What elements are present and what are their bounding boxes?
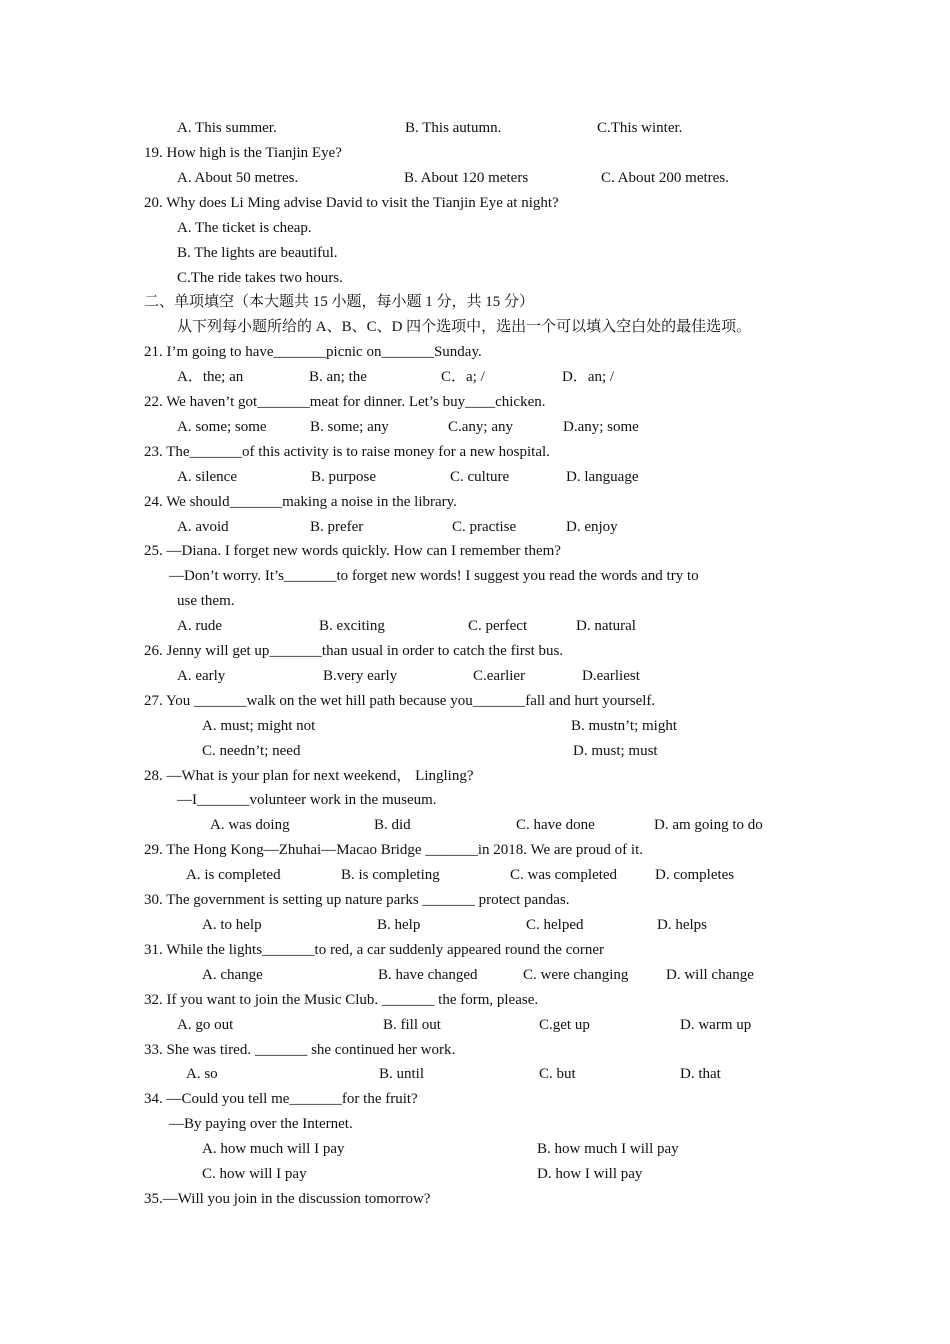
option: B. did xyxy=(374,817,411,833)
option: C. needn’t; need xyxy=(202,743,301,759)
option: A. so xyxy=(186,1066,218,1082)
option: D.any; some xyxy=(563,419,639,435)
option: D. will change xyxy=(666,967,754,983)
question-22: 22. We haven’t got_______meat for dinner. Let’s buy____chicken. xyxy=(144,394,546,410)
option: B. About 120 meters xyxy=(404,170,529,186)
option: B.very early xyxy=(323,668,398,684)
option: A. The ticket is cheap. xyxy=(177,220,312,236)
question-24: 24. We should_______making a noise in the library. xyxy=(144,494,457,510)
option: C. how will I pay xyxy=(202,1166,307,1182)
question-25-dialogue: —Don’t worry. It’s_______to forget new words! I suggest you read the words and try to xyxy=(169,568,699,584)
option: C. have done xyxy=(516,817,595,833)
question-28-dialogue: —I_______volunteer work in the museum. xyxy=(177,792,437,808)
option: C.any; any xyxy=(448,419,513,435)
option: C. perfect xyxy=(468,618,528,634)
option: D.earliest xyxy=(582,668,640,684)
option: B. The lights are beautiful. xyxy=(177,245,338,261)
option: A. some; some xyxy=(177,419,267,435)
question-35: 35.—Will you join in the discussion tomorrow? xyxy=(144,1191,431,1207)
option: C. were changing xyxy=(523,967,629,983)
option: D. language xyxy=(566,469,639,485)
option: A. About 50 metres. xyxy=(177,170,299,186)
option: A. how much will I pay xyxy=(202,1141,345,1157)
option: C.This winter. xyxy=(597,120,683,136)
question-30: 30. The government is setting up nature parks _______ protect pandas. xyxy=(144,892,570,908)
option: B. mustn’t; might xyxy=(571,718,677,734)
question-19: 19. How high is the Tianjin Eye? xyxy=(144,145,342,161)
option: D. completes xyxy=(655,867,735,883)
option: B. until xyxy=(379,1066,425,1082)
section-instructions: 从下列每小题所给的 A、B、C、D 四个选项中，选出一个可以填入空白处的最佳选项。 xyxy=(177,319,752,335)
question-34: 34. —Could you tell me_______for the fruit? xyxy=(144,1091,418,1107)
option: C. but xyxy=(539,1066,576,1082)
question-25-dialogue: use them. xyxy=(177,593,235,609)
option: C. About 200 metres. xyxy=(601,170,729,186)
option: C.The ride takes two hours. xyxy=(177,270,343,286)
option: B. help xyxy=(377,917,421,933)
question-21: 21. I’m going to have_______picnic on_______Sunday. xyxy=(144,344,482,360)
option: C. helped xyxy=(526,917,584,933)
question-32: 32. If you want to join the Music Club. _______ the form, please. xyxy=(144,992,539,1008)
question-29: 29. The Hong Kong—Zhuhai—Macao Bridge _______in 2018. We are proud of it. xyxy=(144,842,643,858)
option: B. This autumn. xyxy=(405,120,502,136)
option: D．an; / xyxy=(562,369,615,385)
option: B. an; the xyxy=(309,369,367,385)
option: C. culture xyxy=(450,469,510,485)
option: B. exciting xyxy=(319,618,385,634)
section-heading: 二、单项填空（本大题共 15 小题，每小题 1 分，共 15 分） xyxy=(144,294,535,310)
option: A. silence xyxy=(177,469,237,485)
question-28: 28. —What is your plan for next weekend， Lingling? xyxy=(144,768,474,784)
question-27: 27. You _______walk on the wet hill path because you_______fall and hurt yourself. xyxy=(144,693,656,709)
option: A. early xyxy=(177,668,226,684)
option: D. warm up xyxy=(680,1017,752,1033)
question-23: 23. The_______of this activity is to raise money for a new hospital. xyxy=(144,444,550,460)
option: C.earlier xyxy=(473,668,526,684)
question-31: 31. While the lights_______to red, a car suddenly appeared round the corner xyxy=(144,942,604,958)
question-34-dialogue: —By paying over the Internet. xyxy=(169,1116,353,1132)
option: A. to help xyxy=(202,917,262,933)
option: D. how I will pay xyxy=(537,1166,643,1182)
question-33: 33. She was tired. _______ she continued her work. xyxy=(144,1042,456,1058)
option: B. is completing xyxy=(341,867,440,883)
option: A. avoid xyxy=(177,519,229,535)
option: D. enjoy xyxy=(566,519,618,535)
option: A. was doing xyxy=(210,817,290,833)
option: A. This summer. xyxy=(177,120,277,136)
option: D. helps xyxy=(657,917,707,933)
option: C. practise xyxy=(452,519,517,535)
option: D. am going to do xyxy=(654,817,763,833)
option: A. is completed xyxy=(186,867,281,883)
option: C.get up xyxy=(539,1017,590,1033)
option: A. change xyxy=(202,967,263,983)
question-20: 20. Why does Li Ming advise David to visit the Tianjin Eye at night? xyxy=(144,195,559,211)
option: A. go out xyxy=(177,1017,234,1033)
option: D. must; must xyxy=(573,743,658,759)
option: D. that xyxy=(680,1066,721,1082)
option: B. fill out xyxy=(383,1017,441,1033)
option: C．a; / xyxy=(441,369,485,385)
question-26: 26. Jenny will get up_______than usual in order to catch the first bus. xyxy=(144,643,564,659)
option: C. was completed xyxy=(510,867,618,883)
option: A. must; might not xyxy=(202,718,316,734)
option: D. natural xyxy=(576,618,636,634)
option: B. some; any xyxy=(310,419,389,435)
option: A. rude xyxy=(177,618,222,634)
question-25: 25. —Diana. I forget new words quickly. How can I remember them? xyxy=(144,543,561,559)
option: B. prefer xyxy=(310,519,364,535)
option: A．the; an xyxy=(177,369,244,385)
option: B. have changed xyxy=(378,967,478,983)
option: B. purpose xyxy=(311,469,376,485)
option: B. how much I will pay xyxy=(537,1141,679,1157)
